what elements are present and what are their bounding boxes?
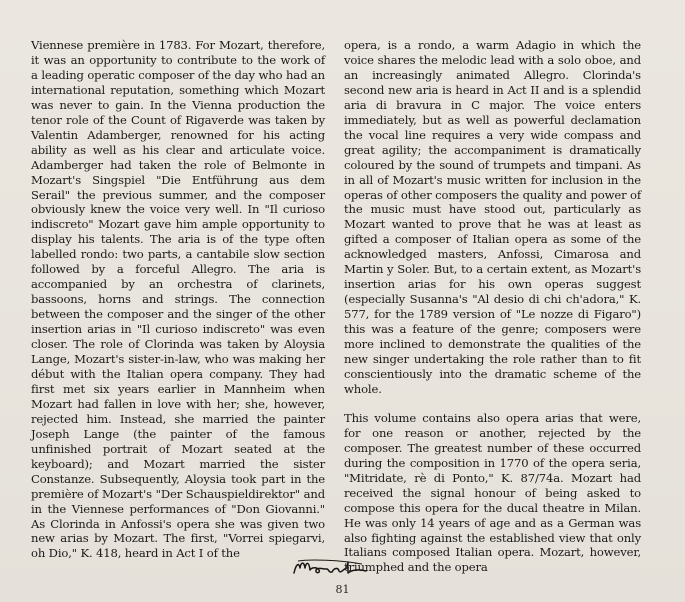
right-paragraph-1: opera, is a rondo, a warm Adagio in which the voice shares the melodic lead with a solo oboe, and an increasingly animated Allegro. Clorinda's second new aria is heard in Act II and is a splendid aria di bravura in C major. The voice enters immediately, but as well as powerful declamation the vocal line requires a very wide compass and great agility; the accompaniment is dramatically coloured by the sound of trumpets and timpani. As in all of Mozart's music written for inclusion in the operas of other composers the quality and power of the music must have stood out, particularly as Mozart wanted to prove that he was at least as gifted a composer of Italian opera as some of the acknowledged masters, Anfossi, Cimarosa and Martin y Soler. But, to a certain extent, as Mozart's insertion arias for his own operas suggest (especially Susanna's "Al desio di chi ch'adora," K. 577, for the 1789 version of "Le nozze di Figaro") this was a feature of the genre; composers were more inclined to demonstrate the qualities of the new singer undertaking the role rather than to fit conscientiously into the dramatic scheme of the whole. (344, 38, 641, 396)
left-paragraph: Viennese première in 1783. For Mozart, therefore, it was an opportunity to contribute to the work of a leading operatic composer of the day who had an international reputation, something which Mozart was never to gain. In the Vienna production the tenor role of the Count of Rigaverde was taken by Valentin Adamberger, renowned for his acting ability as well as his clear and articulate voice. Adamberger had taken the role of Belmonte in Mozart's Singspiel "Die Entführung aus dem Serail" the previous summer, and the composer obviously knew the voice very well. In "Il curioso indiscreto" Mozart gave him ample opportunity to display his talents. The aria is of the type often labelled rondo: two parts, a cantabile slow section followed by a forceful Allegro. The aria is accompanied by an orchestra of clarinets, bassoons, horns and strings. The connection between the composer and the singer of the other insertion arias in "Il curioso indiscreto" was even closer. The role of Clorinda was taken by Aloysia Lange, Mozart's sister-in-law, who was making her début with the Italian opera company. They had first met six years earlier in Mannheim when Mozart had fallen in love with her; she, however, rejected him. Instead, she married the painter Joseph Lange (the painter of the famous unfinished portrait of Mozart seated at the keyboard); and Mozart married the sister Constanze. Subsequently, Aloysia took part in the première of Mozart's "Der Schauspieldirektor" and in the Viennese performances of "Don Giovanni." As Clorinda in Anfossi's opera she was given two new arias by Mozart. The first, "Vorrei spiegarvi, oh Dio," K. 418, heard in Act I of the (31, 38, 325, 561)
right-paragraph-2: This volume contains also opera arias that were, for one reason or another, rejected by the composer. The greatest number of these occurred during the composition in 1770 of the opera seria, "Mitridate, rè di Ponto," K. 87/74a. Mozart had received the signal honour of being asked to compose this opera for the ducal theatre in Milan. He was only 14 years of age and as a German was also fighting against the established view that only Italians composed Italian opera. Mozart, however, triumphed and the opera (344, 410, 641, 575)
right-column (344, 38, 641, 575)
left-column (31, 38, 325, 561)
mozart-signature-logo (290, 558, 370, 578)
page-number: 81 (335, 583, 350, 596)
